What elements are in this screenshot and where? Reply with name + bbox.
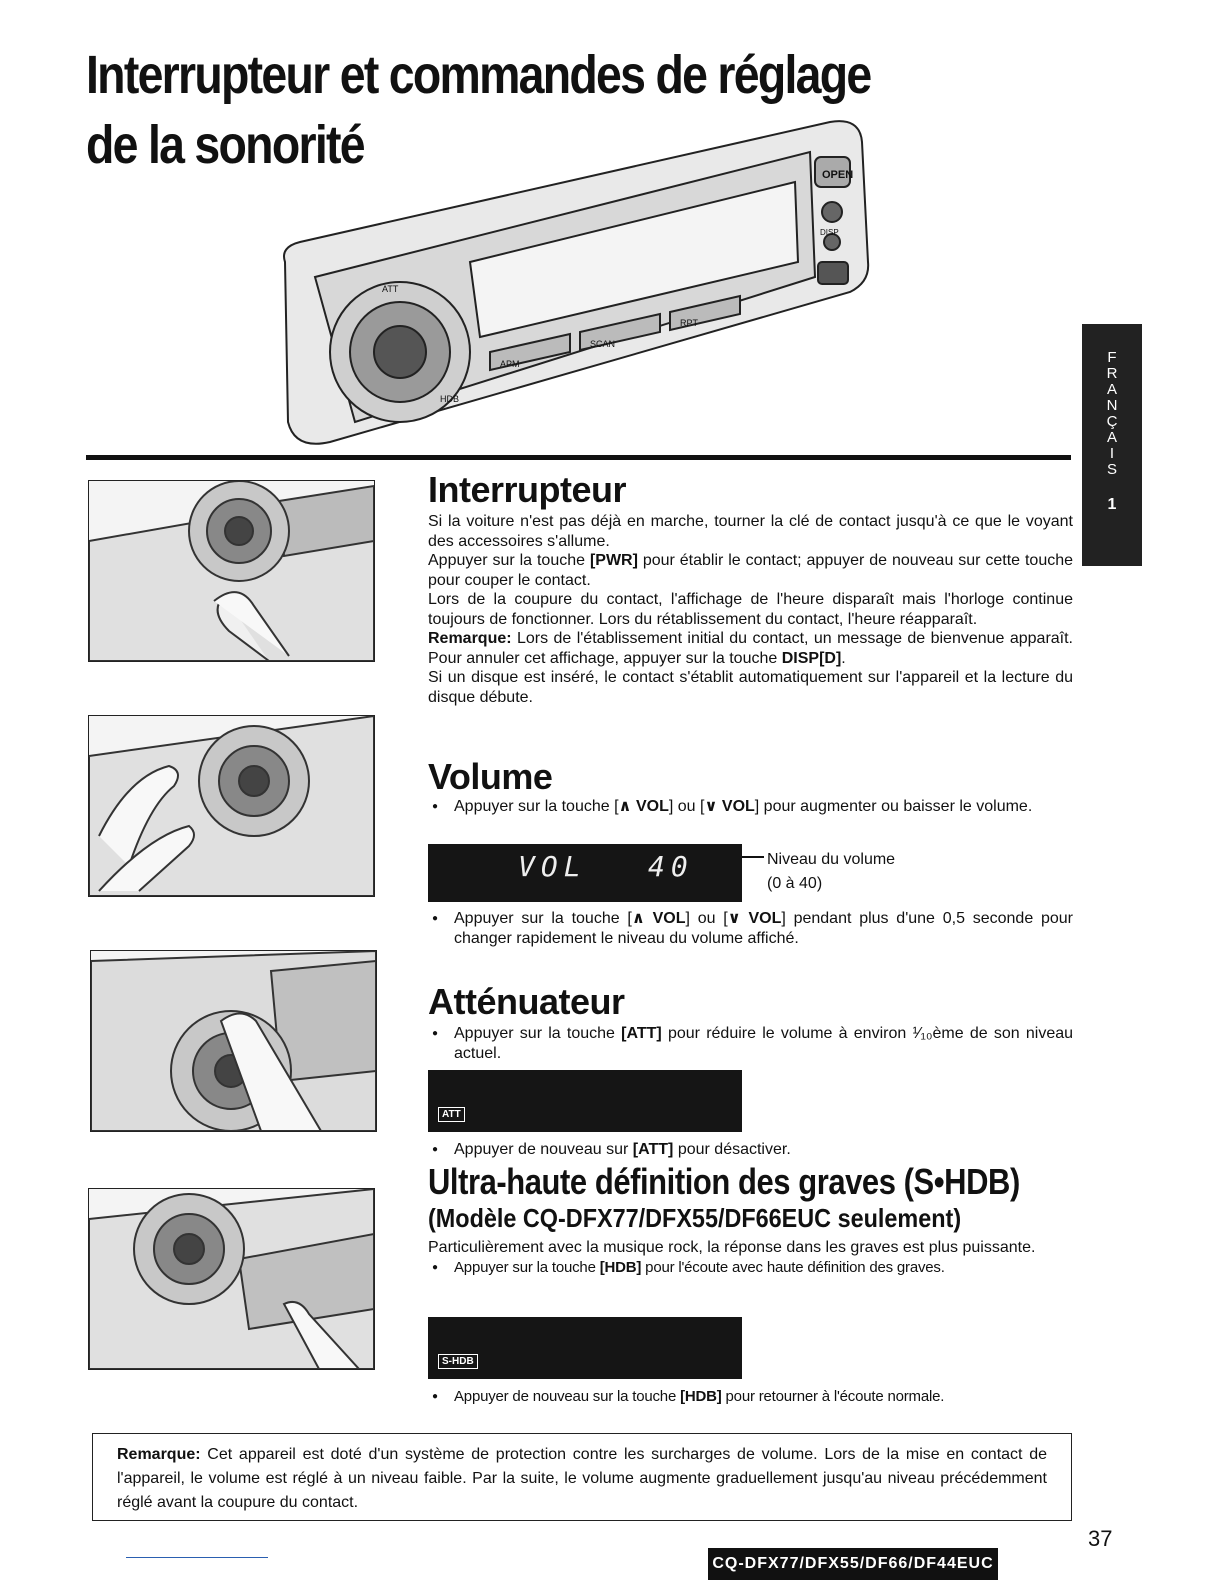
language-tab-letters: FRANÇAIS bbox=[1106, 349, 1118, 478]
key-att: [ATT] bbox=[621, 1025, 662, 1042]
shdb-paragraph-1: Particulièrement avec la musique rock, la réponse dans les graves est plus puissante. bbox=[428, 1239, 1036, 1256]
device-label-hdb: HDB bbox=[440, 394, 460, 404]
section-interrupteur bbox=[428, 470, 1073, 707]
bottom-note-text: Cet appareil est doté d'un système de protection contre les surcharges de volume. Lors de la mise en contact de l'appareil, le volume est réglé à un niveau faible. Par la suite, le volume augmente graduellement jusqu'au niveau précédemment réglé avant la coupure du contact. bbox=[117, 1446, 1047, 1511]
bottom-note-box bbox=[92, 1433, 1072, 1521]
volume-bullet-1: ● Appuyer sur la touche [∧ VOL] ou [∨ VOL] pour augmenter ou baisser le volume. bbox=[428, 797, 1073, 817]
section-heading-attenuateur: Atténuateur bbox=[428, 981, 625, 1022]
volume-bullet-2: ● Appuyer sur la touche [∧ VOL] ou [∨ VOL] pendant plus d'une 0,5 seconde pour changer rapidement le niveau du volume affiché. bbox=[428, 909, 1073, 949]
section-heading-shdb: Ultra-haute définition des graves (S•HDB) bbox=[428, 1161, 1020, 1202]
interrupteur-note: Remarque: Lors de l'établissement initial du contact, un message de bienvenue apparaît. Pour annuler cet affichage, appuyer sur la touche DISP[D]. bbox=[428, 630, 1073, 667]
key-hdb: [HDB] bbox=[599, 1258, 642, 1276]
att-lcd-display bbox=[428, 1070, 742, 1132]
lcd-vol-value: 40 bbox=[648, 850, 694, 883]
attenuateur-bullet-1: ● Appuyer sur la touche [ATT] pour réduire le volume à environ ¹⁄₁₀ème de son niveau actuel. bbox=[428, 1024, 1073, 1064]
section-heading-volume: Volume bbox=[428, 756, 553, 797]
shdb-lcd-display bbox=[428, 1317, 742, 1379]
device-label-att: ATT bbox=[382, 284, 399, 294]
photo-hdb-button bbox=[88, 1188, 375, 1370]
car-stereo-illustration bbox=[270, 112, 870, 452]
key-disp: DISP[D] bbox=[781, 649, 842, 667]
volume-callout-line-1: Niveau du volume bbox=[767, 851, 896, 868]
interrupteur-paragraph-1: Si la voiture n'est pas déjà en marche, tourner la clé de contact jusqu'à ce que le voyant des accessoires s'allume. bbox=[428, 513, 1073, 550]
page-number: 37 bbox=[1088, 1526, 1113, 1551]
callout-line bbox=[742, 856, 764, 858]
photo-power-button bbox=[88, 480, 375, 662]
section-divider bbox=[86, 455, 1071, 460]
key-pwr: [PWR] bbox=[589, 552, 638, 569]
interrupteur-paragraph-4: Si un disque est inséré, le contact s'établit automatiquement sur l'appareil et la lecture du disque débute. bbox=[428, 669, 1073, 706]
lcd-att-badge: ATT bbox=[438, 1107, 465, 1122]
bottom-note-label: Remarque: bbox=[117, 1446, 201, 1463]
attenuateur-bullet-2-wrap bbox=[428, 1140, 1073, 1160]
footer-line bbox=[126, 1557, 268, 1558]
page-title: Interrupteur et commandes de réglage de la sonorité bbox=[86, 45, 871, 175]
photo-volume-buttons bbox=[88, 715, 375, 897]
volume-bullet-2-wrap bbox=[428, 909, 1073, 949]
language-tab bbox=[1082, 324, 1142, 566]
device-label-disp: DISP bbox=[820, 228, 839, 237]
lcd-vol-text: VOL bbox=[518, 850, 587, 883]
volume-callout bbox=[767, 848, 895, 896]
volume-callout-line-2: (0 à 40) bbox=[767, 875, 823, 892]
section-attenuateur bbox=[428, 982, 1073, 1064]
shdb-bullet-1: ● Appuyer sur la touche [HDB] pour l'écoute avec haute définition des graves. bbox=[428, 1258, 1073, 1278]
attenuateur-bullet-2: ● Appuyer de nouveau sur [ATT] pour désactiver. bbox=[428, 1140, 1073, 1160]
device-label-apm: APM bbox=[500, 359, 520, 369]
section-volume bbox=[428, 757, 1073, 817]
shdb-bullet-2: ● Appuyer de nouveau sur la touche [HDB] pour retourner à l'écoute normale. bbox=[428, 1387, 1073, 1407]
device-label-scan: SCAN bbox=[590, 339, 616, 349]
section-subheading-shdb: (Modèle CQ-DFX77/DFX55/DF66EUC seulement) bbox=[428, 1203, 962, 1233]
volume-lcd-display bbox=[428, 844, 742, 902]
section-shdb bbox=[428, 1162, 1073, 1278]
model-footer-tag: CQ-DFX77/DFX55/DF66/DF44EUC bbox=[708, 1548, 998, 1580]
lcd-shdb-badge: S-HDB bbox=[438, 1354, 478, 1369]
shdb-bullet-2-wrap bbox=[428, 1387, 1073, 1407]
section-heading-interrupteur: Interrupteur bbox=[428, 469, 627, 510]
interrupteur-paragraph-3: Lors de la coupure du contact, l'affichage de l'heure disparaît mais l'horloge continue toujours de fonctionner. Lors du rétablissement du contact, l'heure réapparaît. bbox=[428, 591, 1073, 628]
interrupteur-paragraph-2: Appuyer sur la touche [PWR] pour établir le contact; appuyer de nouveau sur cette touche pour couper le contact. bbox=[428, 552, 1074, 589]
device-label-open: OPEN bbox=[822, 169, 854, 181]
photo-att-button bbox=[90, 950, 377, 1132]
device-label-rpt: RPT bbox=[680, 318, 698, 328]
language-tab-number: 1 bbox=[1107, 496, 1117, 513]
